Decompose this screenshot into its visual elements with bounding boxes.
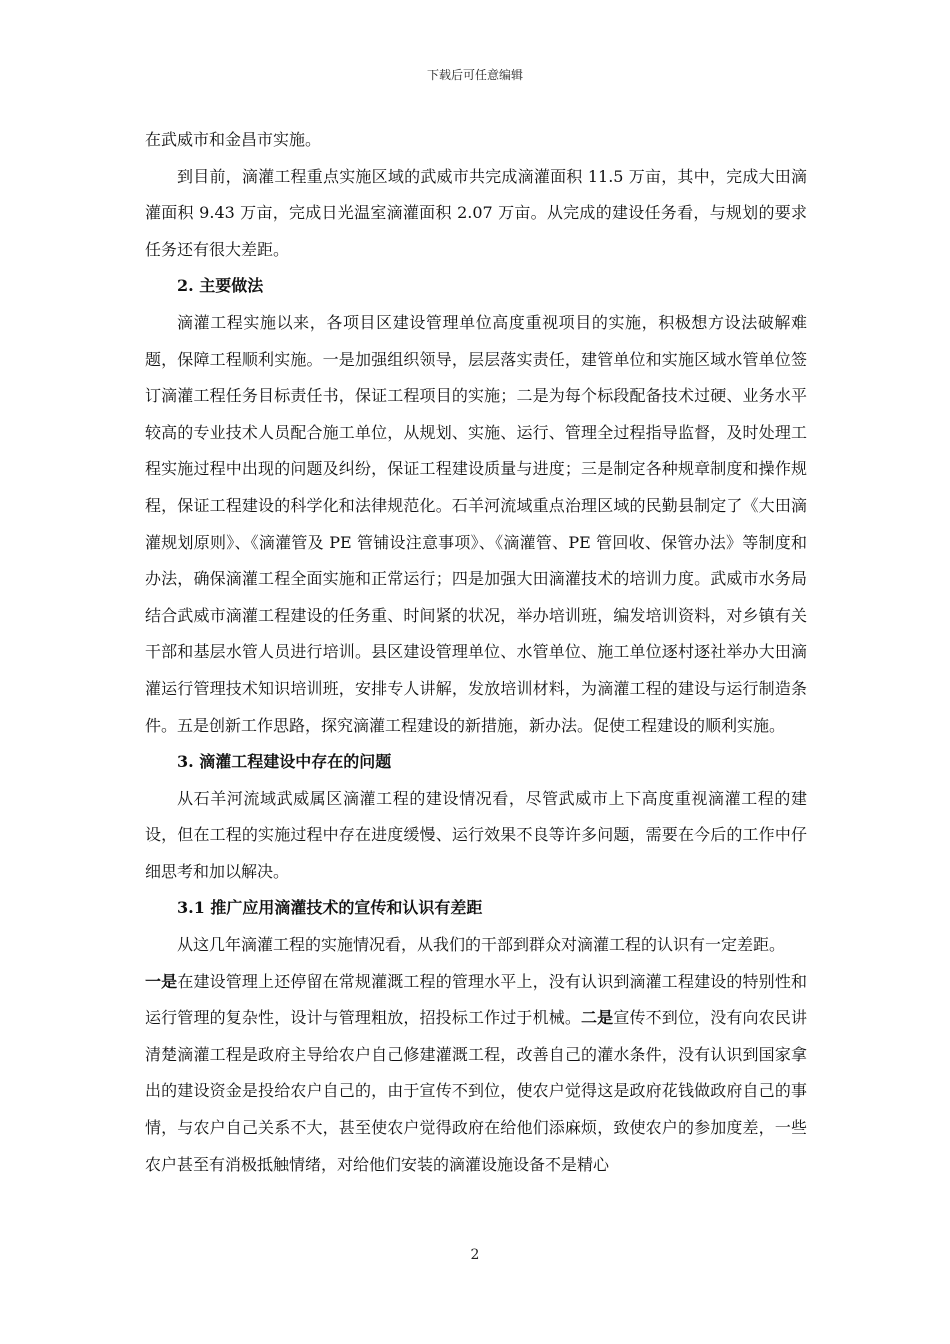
paragraph: 在武威市和金昌市实施。: [145, 130, 322, 149]
subsection-heading: 3.1 推广应用滴灌技术的宣传和认识有差距: [177, 898, 483, 918]
page-header: 下载后可任意编辑: [426, 68, 523, 82]
paragraph-text: 在建设管理上还停留在常规灌溉工程的管理水平上，没有认识到滴灌工程建设的特别性和运行管理的复杂性，设计与管理粗放，招投标工作过于机械。: [145, 971, 807, 1028]
bold-lead: 二是: [581, 1008, 614, 1028]
paragraph: 滴灌工程实施以来，各项目区建设管理单位高度重视项目的实施，积极想方设法破解难题，保障工程顺利实施。一是加强组织领导，层层落实责任，建管单位和实施区域水管单位签订滴灌工程任务目标责任书，保证工程项目的实施；二是为每个标段配备技术过硬、业务水平较高的专业技术人员配合施工单位，从规划、实施、运行、管理全过程指导监督，及时处理工程实施过程中出现的问题及纠纷，保证工程建设质量与进度；三是制定各种规章制度和操作规程，保证工程建设的科学化和法律规范化。石羊河流域重点治理区域的民勤县制定了《大田滴灌规划原则》、《滴灌管及 PE 管铺设注意事项》、《滴灌管、PE 管回收、保管办法》等制度和办法，确保滴灌工程全面实施和正常运行；四是加强大田滴灌技术的培训力度。武威市水务局结合武威市滴灌工程建设的任务重、时间紧的状况，举办培训班，编发培训资料，对乡镇有关干部和基层水管人员进行培训。县区建设管理单位、水管单位、施工单位逐村逐社举办大田滴灌运行管理技术知识培训班，安排专人讲解，发放培训材料，为滴灌工程的建设与运行制造条件。五是创新工作思路，探究滴灌工程建设的新措施，新办法。促使工程建设的顺利实施。: [145, 312, 807, 735]
paragraph-text: 宣传不到位，没有向农民讲清楚滴灌工程是政府主导给农户自己修建灌溉工程，改善自己的灌水条件，没有认识到国家拿出的建设资金是投给农户自己的，由于宣传不到位，使农户觉得这是政府花钱做政府自己的事情，与农户自己关系不大，甚至使农户觉得政府在给他们添麻烦，致使农户的参加度差，一些农户甚至有消极抵触情绪，对给他们安装的滴灌设施设备不是精心: [145, 1008, 807, 1174]
section-heading: 2. 主要做法: [177, 276, 264, 296]
paragraph: 从这几年滴灌工程的实施情况看，从我们的干部到群众对滴灌工程的认识有一定差距。: [177, 935, 786, 955]
paragraph: 从石羊河流域武威属区滴灌工程的建设情况看，尽管武威市上下高度重视滴灌工程的建设，但在工程的实施过程中存在进度缓慢、运行效果不良等许多问题，需要在今后的工作中仔细思考和加以解决。: [145, 788, 807, 881]
document-body: [145, 122, 807, 1183]
page-number: 2: [470, 1247, 480, 1263]
paragraph: [145, 964, 807, 1184]
paragraph: 到目前，滴灌工程重点实施区域的武威市共完成滴灌面积 11.5 万亩，其中，完成大田滴灌面积 9.43 万亩，完成日光温室滴灌面积 2.07 万亩。从完成的建设任务看，与规划的要求任务还有很大差距。: [145, 166, 807, 259]
bold-lead: 一是: [145, 971, 178, 991]
section-heading: 3. 滴灌工程建设中存在的问题: [177, 752, 392, 772]
